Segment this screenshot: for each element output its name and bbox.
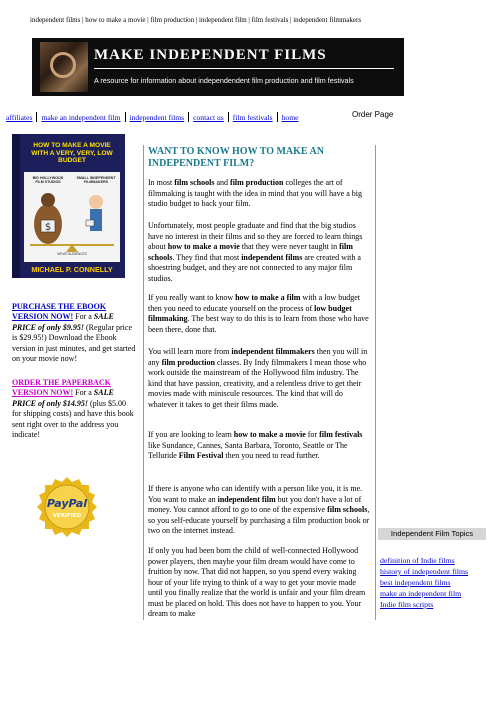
nav-contact-us[interactable]: contact us (193, 113, 224, 122)
book-spine (12, 134, 20, 278)
book-cover-image[interactable] (12, 134, 125, 278)
svg-text:$: $ (44, 222, 52, 233)
ebook-offer (12, 302, 136, 364)
paragraph-7: If only you had been born the child of well-connected Hollywood power players, then maybe your film dream would have come to fruition by now. That did not happen, so you spend every waking hour of your life trying to think of a way to get your movie made until you finally realize that the world is unfair and your film dream must be placed on hold. This does not have to happen to you. Your dream to make (148, 546, 366, 619)
topic-link-definition[interactable]: definition of Indie films (380, 556, 455, 565)
order-paperback-link[interactable]: ORDER THE PAPERBACK VERSION NOW! (12, 378, 111, 398)
topic-link-scripts[interactable]: Indie film scripts (380, 599, 434, 609)
paragraph-6: If there is anyone who can identify with a person like you, it is me. You want to make an independent film but you don't have a lot of money. You cannot afford to go to one of the expensive film schools, so you self-educate yourself by purchasing a film production book or two on the internet instead. (148, 484, 370, 536)
column-divider-left (143, 145, 144, 620)
banner-divider (94, 68, 394, 69)
paragraph-2: Unfortunately, most people graduate and find that the big studios have no interest in their films and so they are forced to learn things about how to make a movie that they were never taught in film schools. They find that most independent films are created with a shoestring budget, and they are not connected to any major film studios. (148, 221, 363, 283)
book-illustration (24, 172, 120, 262)
paperback-text-1: For a (75, 388, 92, 398)
topics-list (380, 556, 490, 611)
top-navigation (6, 112, 298, 122)
paypal-verified-icon[interactable] (36, 476, 98, 538)
paragraph-5: If you are looking to learn how to make a movie for film festivals like Sundance, Cannes, Santa Barbara, Toronto, Seattle or The Telluride Film Festival then you need to read further. (148, 430, 363, 461)
nav-independent-films[interactable]: independent films (129, 113, 185, 122)
nav-separator (188, 112, 189, 122)
ebook-text-2: (Regular price is $29.95!) Download the Ebook version in just minutes, and get started on your movie now! (12, 322, 136, 363)
nav-make-independent-film[interactable]: make an independent film (41, 113, 121, 122)
nav-separator (36, 112, 37, 122)
paragraph-4: You will learn more from independent filmmakers then you will in any film production classes. By Indy filmmakers I mean those who work outside the mainstream of the Hollywood film industry. The kind that have passion, creativity, and a relentless drive to get their movies made with miniscule resources. The kind that will do whatever it takes to get their films made. (148, 347, 368, 409)
paperback-text-2: (plus $5.00 for shipping costs) and have this book sent right over to the address you indicate! (12, 398, 134, 439)
paragraph-1: In most film schools and film production colleges the art of filmmaking is taught with the idea in mind that you will have a big studio budget to back your film. (148, 178, 362, 209)
column-divider-right (375, 145, 376, 620)
paperback-offer (12, 378, 136, 440)
site-title: MAKE INDEPENDENT FILMS (94, 47, 327, 63)
paypal-label: PayPal (46, 497, 88, 510)
top-keywords: independent films | how to make a movie | film production | independent film | film festivals | independent filmmakers (30, 16, 362, 24)
topic-link-history[interactable]: history of independent films (380, 566, 469, 576)
nav-separator (228, 112, 229, 122)
verified-label: VERIFIED (52, 513, 82, 519)
book-figures-icon (24, 172, 120, 262)
nav-affiliates[interactable]: affiliates (6, 113, 33, 122)
article-heading: WANT TO KNOW HOW TO MAKE AN INDEPENDENT FILM? (148, 146, 324, 169)
nav-separator (125, 112, 126, 122)
book-title: HOW TO MAKE A MOVIE WITH A VERY, VERY, LOW BUDGET (31, 142, 113, 165)
ebook-sale-price: SALE PRICE of only $9.95! (12, 312, 114, 332)
topic-link-make[interactable]: make an independent film (380, 588, 462, 598)
book-author: MICHAEL P. CONNELLY (31, 265, 113, 274)
purchase-ebook-link[interactable]: PURCHASE THE EBOOK VERSION NOW! (12, 302, 107, 322)
ebook-text-1: For a (75, 312, 92, 322)
site-banner (32, 38, 404, 96)
film-reel-icon (40, 42, 88, 92)
order-page-link[interactable]: Order Page (352, 110, 394, 119)
site-subtitle: A resource for information about independendent film production and film festivals (94, 76, 354, 85)
topic-link-best[interactable]: best independent films (380, 577, 451, 587)
nav-separator (277, 112, 278, 122)
topics-header: Independent Film Topics (378, 528, 486, 540)
book-caption-right: SMALL INDEPENDENT FILMMAKERS (76, 176, 116, 184)
book-caption-bottom: MOVIE AUDIENCES (57, 252, 87, 256)
book-caption-left: BIG HOLLYWOOD FILM STUDIOS (32, 176, 64, 184)
paperback-sale-price: SALE PRICE of only $14.95! (12, 388, 114, 408)
nav-home[interactable]: home (281, 113, 299, 122)
nav-film-festivals[interactable]: film festivals (232, 113, 273, 122)
paragraph-3: If you really want to know how to make a film with a low budget then you need to educate yourself on the process of low budget filmmaking. The best way to do this is to learn from those who have been there, done that. (148, 293, 369, 334)
